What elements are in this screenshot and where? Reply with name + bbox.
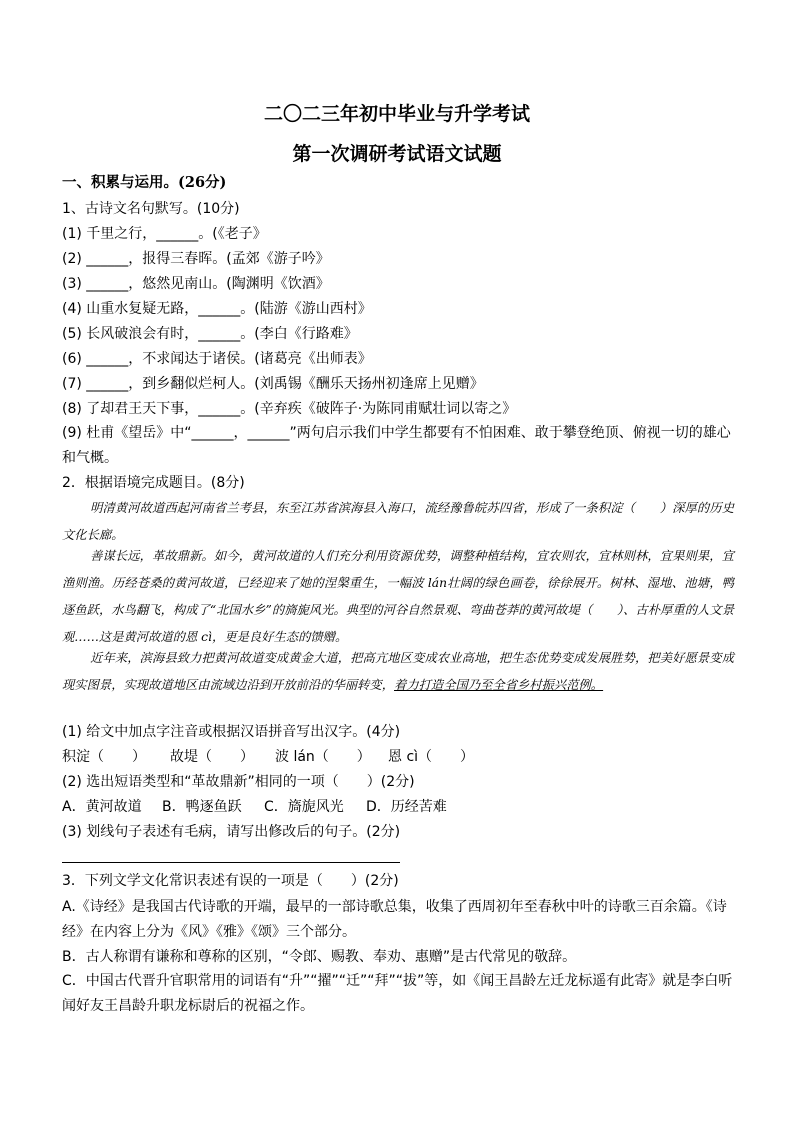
sub-question-2: (2) 选出短语类型和“革故鼎新”相同的一项（ ）(2分) <box>62 774 415 790</box>
passage-text: 善谋长远，革故鼎新。如今，黄河故道的人们充分利用资源优势，调整种植结构，宜农则农，宜林则林，宜果则果，宜渔则渔。历经苍桑的黄河故道，已经迎来了她的涅槃重生，一幅波 lán壮阔的绿色画卷，徐徐展开。树林、湿地、池塘，鸭逐鱼跃，水鸟翻飞，构成了“北国水乡”的旖旎风光。典型的河谷自然景观、弯曲苍莽的黄河故堤（ ）、古朴厚重的人文景观……这是黄河故道的恩 cì，更是良好生态的馈赠。 <box>62 549 734 644</box>
underlined-sentence: 着力打造全国乃至全省乡村振兴范例。 <box>394 678 604 692</box>
question-1-item: (8) 了却君王天下事，______。(辛弃疾《破阵子·为陈同甫赋壮词以寄之》 <box>62 401 517 417</box>
question-1-item: (3) ______，悠然见南山。(陶渊明《饮酒》 <box>62 276 330 292</box>
fill-blank: 恩 cì（ ） <box>388 749 475 765</box>
sub-question-1: (1) 给文中加点字注音或根据汉语拼音写出汉字。(4分) <box>62 724 401 740</box>
option-c: C．中国古代晋升官职常用的词语有“升”“擢”“迁”“拜”“拔”等，如《闻王昌龄左迁龙标遥有此寄》就是李白听闻好友王昌龄升职龙标尉后的祝福之作。 <box>62 973 733 1014</box>
passage-text: 明清黄河故道西起河南省兰考县，东至江苏省滨海县入海口，流经豫鲁皖苏四省，形成了一条积淀（ ）深厚的历史文化长廊。 <box>62 501 734 542</box>
exam-subtitle: 第一次调研考试语文试题 <box>292 143 502 165</box>
question-1-item: (2) ______，报得三春晖。(孟郊《游子吟》 <box>62 251 330 267</box>
answer-line <box>62 862 400 863</box>
question-1-item-9: (9) 杜甫《望岳》中“______，______”两句启示我们中学生都要有不怕困难、敢于攀登绝顶、俯视一切的雄心和气概。 <box>62 425 731 466</box>
passage-paragraph-1 <box>62 495 734 549</box>
fill-blank: 波 lán（ ） <box>275 749 371 765</box>
question-2-stem: 2．根据语境完成题目。(8分) <box>62 475 245 491</box>
option-b: B．鸭逐鱼跃 <box>162 799 242 815</box>
passage-paragraph-2 <box>62 543 734 651</box>
option-d: D．历经苦难 <box>366 799 447 815</box>
option-a: A．黄河故道 <box>62 799 142 815</box>
option-c: C．旖旎风光 <box>264 799 344 815</box>
passage-paragraph-3 <box>62 645 734 699</box>
sub-question-3: (3) 划线句子表述有毛病，请写出修改后的句子。(2分) <box>62 824 401 840</box>
question-3-stem: 3．下列文学文化常识表述有误的一项是（ ）(2分) <box>62 873 399 889</box>
question-1-item: (4) 山重水复疑无路，______。(陆游《游山西村》 <box>62 301 372 317</box>
option-b: B．古人称谓有谦称和尊称的区别，“令郎、赐教、奉劝、惠赠”是古代常见的敬辞。 <box>62 949 577 965</box>
question-1-stem: 1、古诗文名句默写。(10分) <box>62 201 240 217</box>
question-1-item: (1) 千里之行，______。(《老子》 <box>62 226 267 242</box>
question-1-item: (5) 长风破浪会有时，______。(李白《行路难》 <box>62 326 358 342</box>
passage-text: 近年来，滨海县致力把黄河故道变成黄金大道，把高亢地区变成农业高地，把生态优势变成发展胜势，把美好愿景变成现实图景，实现故道地区由流域边沿到开放前沿的华丽转变， <box>62 651 734 692</box>
fill-blank: 故堤（ ） <box>170 749 254 765</box>
section-heading: 一、积累与运用。(26分) <box>62 174 227 191</box>
option-a: A.《诗经》是我国古代诗歌的开端，最早的一部诗歌总集，收集了西周初年至春秋中叶的诗歌三百余篇。《诗经》在内容上分为《风》《雅》《颂》三个部分。 <box>62 899 727 940</box>
question-1-item: (6) ______，不求闻达于诸侯。(诸葛亮《出师表》 <box>62 351 372 367</box>
fill-blank: 积淀（ ） <box>62 749 146 765</box>
exam-title: 二〇二三年初中毕业与升学考试 <box>263 103 530 125</box>
question-1-item: (7) ______，到乡翻似烂柯人。(刘禹锡《酬乐天扬州初逢席上见赠》 <box>62 376 484 392</box>
